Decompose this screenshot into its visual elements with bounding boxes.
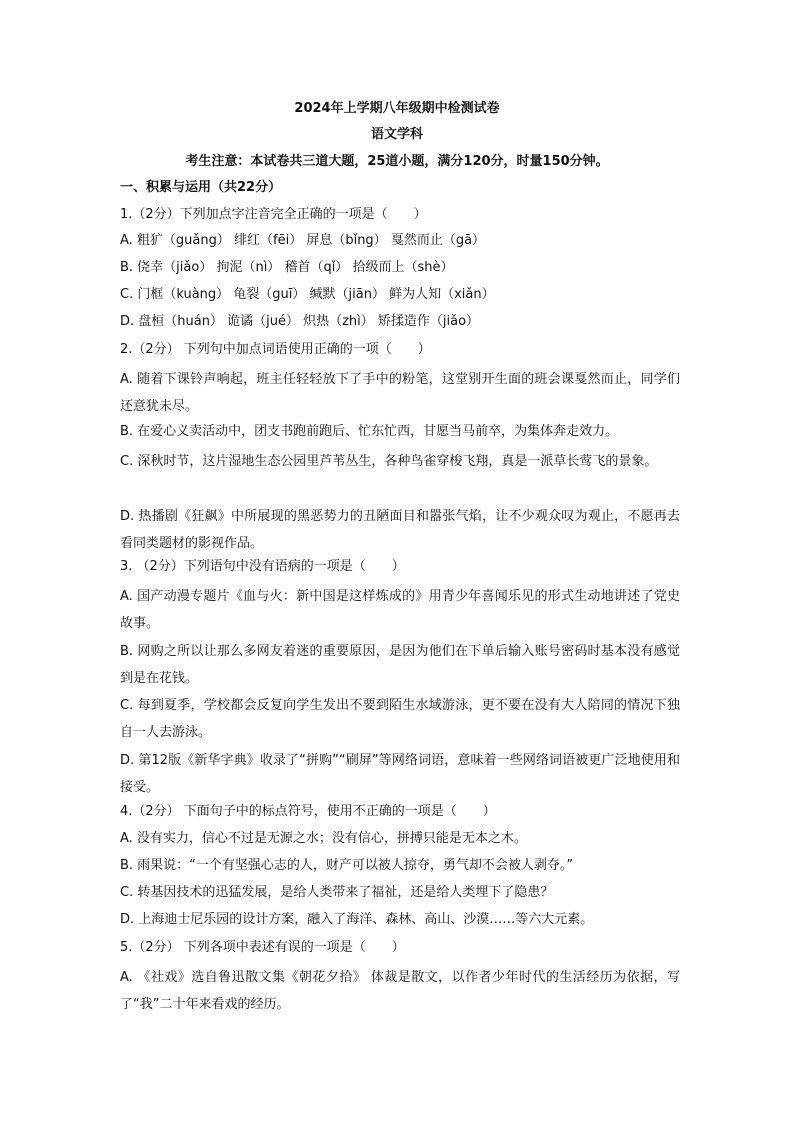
question-4-option-b: B. 雨果说：“一个有坚强心志的人，财产可以被人掠夺，勇气却不会被人剥夺。” bbox=[120, 858, 574, 873]
question-2-option-a: A. 随着下课铃声响起，班主任轻轻放下了手中的粉笔，这堂别开生面的班会课戛然而止，同学们还意犹未尽。 bbox=[120, 372, 680, 414]
question-4-stem: 4.（2分） 下面句子中的标点符号，使用不正确的一项是（ ） bbox=[120, 804, 496, 819]
question-1-option-c: C. 门框（kuàng） 龟裂（guī） 缄默（jiān） 鲜为人知（xiǎn） bbox=[120, 287, 495, 302]
question-4-option-a: A. 没有实力，信心不过是无源之水；没有信心，拼搏只能是无本之木。 bbox=[120, 831, 527, 846]
question-1-option-a: A. 粗犷（guǎng） 绯红（fēi） 屏息（bǐng） 戛然而止（gā） bbox=[120, 233, 486, 248]
question-3-option-d: D. 第12版《新华字典》收录了“拼购”“刷屏”等网络词语，意味着一些网络词语被更广泛地使用和接受。 bbox=[120, 753, 680, 795]
question-3-stem: 3. （2分）下列语句中没有语病的一项是（ ） bbox=[120, 559, 405, 574]
question-5-stem: 5.（2分） 下列各项中表述有误的一项是（ ） bbox=[120, 940, 405, 955]
question-2-stem: 2.（2分） 下列句中加点词语使用正确的一项（ ） bbox=[120, 342, 431, 357]
section-heading: 一、积累与运用（共22分） bbox=[120, 180, 282, 195]
question-4-option-d: D. 上海迪士尼乐园的设计方案，融入了海洋、森林、高山、沙漠……等六大元素。 bbox=[120, 912, 594, 927]
exam-notice: 考生注意：本试卷共三道大题，25道小题，满分120分，时量150分钟。 bbox=[185, 154, 609, 169]
question-2-option-c: C. 深秋时节，这片湿地生态公园里芦苇丛生，各种鸟雀穿梭飞翔，真是一派草长莺飞的景象。 bbox=[120, 454, 658, 469]
question-4-option-c: C. 转基因技术的迅猛发展，是给人类带来了福祉，还是给人类埋下了隐患？ bbox=[120, 885, 554, 900]
question-1-option-d: D. 盘桓（huán） 诡谲（jué） 炽热（zhì） 矫揉造作（jiǎo） bbox=[120, 314, 480, 329]
question-3-option-c: C. 每到夏季，学校都会反复向学生发出不要到陌生水域游泳，更不要在没有大人陪同的情况下独自一人去游泳。 bbox=[120, 698, 680, 740]
question-3-option-b: B. 网购之所以让那么多网友着迷的重要原因，是因为他们在下单后输入账号密码时基本没有感觉到是在花钱。 bbox=[120, 644, 680, 686]
question-5-option-a: A. 《社戏》选自鲁迅散文集《朝花夕拾》 体裁是散文，以作者少年时代的生活经历为依据，写了“我”二十年来看戏的经历。 bbox=[120, 970, 680, 1012]
exam-subject: 语文学科 bbox=[370, 127, 423, 142]
question-1-option-b: B. 侥幸（jiǎo） 拘泥（nì） 稽首（qǐ） 拾级而上（shè） bbox=[120, 260, 454, 275]
question-2-option-d: D. 热播剧《狂飙》中所展现的黑恶势力的丑陋面目和嚣张气焰，让不少观众叹为观止，不愿再去看同类题材的影视作品。 bbox=[120, 509, 680, 551]
question-3-option-a: A. 国产动漫专题片《血与火：新中国是这样炼成的》用青少年喜闻乐见的形式生动地讲述了党史故事。 bbox=[120, 589, 680, 631]
question-2-option-b: B. 在爱心义卖活动中，团支书跑前跑后、忙东忙西，甘愿当马前卒，为集体奔走效力。 bbox=[120, 424, 619, 439]
exam-title: 2024年上学期八年级期中检测试卷 bbox=[294, 101, 500, 116]
question-1-stem: 1.（2分）下列加点字注音完全正确的一项是（ ） bbox=[120, 207, 427, 222]
